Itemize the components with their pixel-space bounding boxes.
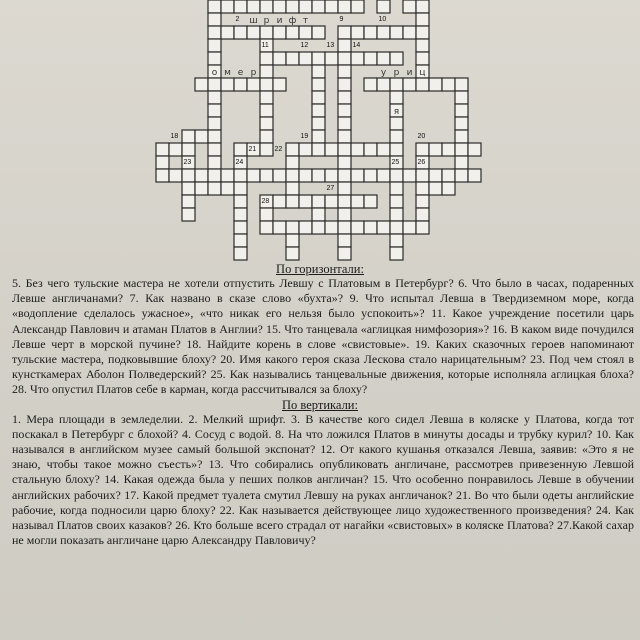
- handwritten-letter: ц: [419, 68, 426, 78]
- grid-cell[interactable]: [416, 143, 429, 156]
- grid-cell[interactable]: [364, 221, 377, 234]
- grid-cell[interactable]: [208, 104, 221, 117]
- grid-cell[interactable]: [234, 182, 247, 195]
- grid-cell[interactable]: [273, 0, 286, 13]
- grid-cell[interactable]: [273, 26, 286, 39]
- cell-number: 12: [300, 42, 309, 49]
- grid-cell[interactable]: [403, 169, 416, 182]
- grid-cell[interactable]: [390, 117, 403, 130]
- horizontal-heading: По горизонтали:: [276, 262, 364, 276]
- grid-cell[interactable]: [286, 221, 299, 234]
- handwritten-letter: и: [406, 68, 413, 78]
- grid-cell[interactable]: [208, 91, 221, 104]
- grid-cell[interactable]: [221, 182, 234, 195]
- grid-cell[interactable]: [260, 208, 273, 221]
- grid-cell[interactable]: [208, 78, 221, 91]
- grid-cell[interactable]: [286, 0, 299, 13]
- grid-cell[interactable]: [286, 247, 299, 260]
- grid-cell[interactable]: [351, 26, 364, 39]
- grid-cell[interactable]: [260, 0, 273, 13]
- grid-cell[interactable]: [260, 26, 273, 39]
- grid-cell[interactable]: [338, 169, 351, 182]
- handwritten-letter: е: [237, 68, 244, 78]
- grid-cell[interactable]: [208, 182, 221, 195]
- cell-number: 14: [352, 42, 361, 49]
- grid-cell[interactable]: [416, 195, 429, 208]
- grid-cell[interactable]: [286, 182, 299, 195]
- grid-cell[interactable]: [182, 195, 195, 208]
- grid-cell[interactable]: [338, 0, 351, 13]
- grid-cell[interactable]: [260, 117, 273, 130]
- grid-cell[interactable]: [416, 39, 429, 52]
- grid-cell[interactable]: [416, 26, 429, 39]
- grid-cell[interactable]: [338, 247, 351, 260]
- cell-number: 23: [183, 159, 192, 166]
- grid-cell[interactable]: [377, 0, 390, 13]
- grid-cell[interactable]: [338, 39, 351, 52]
- cell-number: 2: [235, 16, 240, 23]
- grid-cell[interactable]: [403, 26, 416, 39]
- grid-cell[interactable]: [221, 26, 234, 39]
- grid-cell[interactable]: [429, 78, 442, 91]
- grid-cell[interactable]: [234, 26, 247, 39]
- grid-cell[interactable]: [390, 130, 403, 143]
- grid-cell[interactable]: [221, 0, 234, 13]
- cell-number: 24: [235, 159, 244, 166]
- grid-cell[interactable]: [299, 52, 312, 65]
- grid-cell[interactable]: [312, 208, 325, 221]
- grid-cell[interactable]: [442, 169, 455, 182]
- handwritten-letter: ф: [288, 16, 297, 26]
- grid-cell[interactable]: [442, 182, 455, 195]
- grid-cell[interactable]: [455, 91, 468, 104]
- grid-cell[interactable]: [338, 26, 351, 39]
- grid-cell[interactable]: [364, 26, 377, 39]
- handwritten-letter: я: [393, 107, 400, 117]
- cell-number: 28: [261, 198, 270, 205]
- grid-cell[interactable]: [312, 65, 325, 78]
- horizontal-clues: 5. Без чего тульские мастера не хотели отпустить Левшу с Платовым в Петербург? 6. Что было в часах, подаренных Левше англичанами? 7. Как названо в сказе слово «бухта»? 9. Что испытал Левша в Твердиземном море, когда «водопление сделалось ужасное», «что никак его нельзя было успокоить»? 11. Какое учреждение посетили царь Александр Павлович и атаман Платов в Англии? 15. Что танцевала «аглицкая нимфозория»? 16. В каком виде почудился Левше черт в морской пучине? 18. Найдите корень в слове «свистовые». 19. Каких сказочных героев напоминают тульские мастера, подковывшие блоху? 20. Имя какого героя сказа Лескова стало нарицательным? 23. Под чем стоял в кунсткамерах Аболон Полведерский? 25. Как назывались танцевальные движения, которые исполняла аглицкая блоха? 28. Что опустил Платов себе в карман, когда рассчитывался за блоху?: [12, 276, 634, 397]
- grid-cell[interactable]: [390, 26, 403, 39]
- grid-cell[interactable]: [416, 13, 429, 26]
- grid-cell[interactable]: [273, 78, 286, 91]
- grid-cell[interactable]: [234, 78, 247, 91]
- grid-cell[interactable]: [286, 143, 299, 156]
- grid-cell[interactable]: [468, 169, 481, 182]
- grid-cell[interactable]: [195, 78, 208, 91]
- grid-cell[interactable]: [286, 234, 299, 247]
- grid-cell[interactable]: [182, 130, 195, 143]
- grid-cell[interactable]: [273, 195, 286, 208]
- grid-cell[interactable]: [429, 169, 442, 182]
- grid-cell[interactable]: [338, 221, 351, 234]
- grid-cell[interactable]: [377, 169, 390, 182]
- grid-cell[interactable]: [312, 0, 325, 13]
- grid-cell[interactable]: [455, 156, 468, 169]
- grid-cell[interactable]: [442, 78, 455, 91]
- grid-cell[interactable]: [182, 208, 195, 221]
- grid-cell[interactable]: [156, 169, 169, 182]
- grid-cell[interactable]: [234, 247, 247, 260]
- grid-cell[interactable]: [390, 234, 403, 247]
- grid-cell[interactable]: [195, 130, 208, 143]
- grid-cell[interactable]: [416, 78, 429, 91]
- grid-cell[interactable]: [390, 247, 403, 260]
- grid-cell[interactable]: [247, 0, 260, 13]
- grid-cell[interactable]: [208, 0, 221, 13]
- grid-cell[interactable]: [299, 26, 312, 39]
- grid-cell[interactable]: [299, 195, 312, 208]
- cell-number: 9: [339, 16, 344, 23]
- grid-cell[interactable]: [416, 208, 429, 221]
- grid-cell[interactable]: [338, 208, 351, 221]
- grid-cell[interactable]: [234, 221, 247, 234]
- grid-cell[interactable]: [468, 143, 481, 156]
- grid-cell[interactable]: [156, 143, 169, 156]
- grid-cell[interactable]: [338, 104, 351, 117]
- grid-cell[interactable]: [377, 78, 390, 91]
- grid-cell[interactable]: [390, 169, 403, 182]
- grid-cell[interactable]: [325, 143, 338, 156]
- grid-cell[interactable]: [312, 195, 325, 208]
- grid-cell[interactable]: [429, 182, 442, 195]
- grid-cell[interactable]: [455, 104, 468, 117]
- grid-cell[interactable]: [338, 182, 351, 195]
- grid-cell[interactable]: [351, 221, 364, 234]
- grid-cell[interactable]: [455, 78, 468, 91]
- grid-cell[interactable]: [247, 26, 260, 39]
- grid-cell[interactable]: [208, 117, 221, 130]
- grid-cell[interactable]: [182, 169, 195, 182]
- grid-cell[interactable]: [221, 169, 234, 182]
- grid-cell[interactable]: [338, 65, 351, 78]
- grid-cell[interactable]: [390, 208, 403, 221]
- grid-cell[interactable]: [377, 26, 390, 39]
- handwritten-letter: р: [393, 68, 400, 78]
- clues-section: [0, 262, 640, 640]
- grid-cell[interactable]: [286, 26, 299, 39]
- grid-cell[interactable]: [312, 104, 325, 117]
- grid-cell[interactable]: [325, 221, 338, 234]
- grid-cell[interactable]: [208, 156, 221, 169]
- grid-cell[interactable]: [455, 130, 468, 143]
- grid-cell[interactable]: [390, 221, 403, 234]
- grid-cell[interactable]: [260, 52, 273, 65]
- grid-cell[interactable]: [208, 39, 221, 52]
- grid-cell[interactable]: [286, 195, 299, 208]
- grid-cell[interactable]: [364, 195, 377, 208]
- handwritten-letter: ш: [249, 16, 258, 26]
- cell-number: 13: [326, 42, 335, 49]
- grid-cell[interactable]: [208, 169, 221, 182]
- grid-cell[interactable]: [390, 195, 403, 208]
- grid-cell[interactable]: [351, 52, 364, 65]
- grid-cell[interactable]: [338, 91, 351, 104]
- grid-cell[interactable]: [351, 0, 364, 13]
- handwritten-letter: т: [302, 16, 309, 26]
- grid-cell[interactable]: [286, 52, 299, 65]
- grid-cell[interactable]: [312, 26, 325, 39]
- cell-number: 21: [248, 146, 257, 153]
- grid-cell[interactable]: [390, 52, 403, 65]
- grid-cell[interactable]: [416, 0, 429, 13]
- grid-cell[interactable]: [208, 26, 221, 39]
- grid-cell[interactable]: [403, 78, 416, 91]
- grid-cell[interactable]: [234, 143, 247, 156]
- handwritten-letter: р: [250, 68, 257, 78]
- cell-number: 27: [326, 185, 335, 192]
- grid-cell[interactable]: [390, 182, 403, 195]
- grid-cell[interactable]: [351, 143, 364, 156]
- grid-cell[interactable]: [364, 52, 377, 65]
- grid-cell[interactable]: [377, 52, 390, 65]
- grid-cell[interactable]: [390, 78, 403, 91]
- grid-cell[interactable]: [234, 195, 247, 208]
- grid-cell[interactable]: [403, 0, 416, 13]
- grid-cell[interactable]: [455, 143, 468, 156]
- grid-cell[interactable]: [338, 130, 351, 143]
- grid-cell[interactable]: [390, 91, 403, 104]
- grid-cell[interactable]: [364, 143, 377, 156]
- cell-number: 20: [417, 133, 426, 140]
- cell-number: 10: [378, 16, 387, 23]
- grid-cell[interactable]: [325, 169, 338, 182]
- grid-cell[interactable]: [338, 143, 351, 156]
- grid-cell[interactable]: [169, 169, 182, 182]
- crossword-grid-svg: [0, 0, 640, 262]
- grid-cell[interactable]: [338, 234, 351, 247]
- cell-number: 22: [274, 146, 283, 153]
- grid-cell[interactable]: [299, 143, 312, 156]
- handwritten-letter: р: [263, 16, 270, 26]
- grid-cell[interactable]: [416, 182, 429, 195]
- grid-cell[interactable]: [273, 52, 286, 65]
- vertical-clues: 1. Мера площади в земледелии. 2. Мелкий шрифт. 3. В качестве кого сидел Левша в коляске у Платова, когда тот поскакал в Петербург с блохой? 4. Сосуд с водой. 8. На что ложился Платов в минуты досады и трубку курил? 10. Как назывался в английском музее самый большой экспонат? 12. От какого кушанья отказался Левша, заявив: «Это я не знаю, чтобы такое можно съесть»? 13. Что собирались опубликовать англичане, рассмотрев привезенную Левшой стальную блоху? 14. Какая одежда была у пеших полков англичан? 15. Что особенно понравилось Левше в обучении английских рабочих? 17. Какой предмет туалета смутил Левшу на руках англичанок? 21. Во что были одеты английские рабочие, когда подносили царю блоху? 22. Как называется действующее лицо художественного произведения? 24. Как называл Платов своих казаков? 26. Кто больше всего страдал от нагайки «свистовых» в коляске Платова? 27.Какой сахар не могли показать англичане царю Александру Павловичу?: [12, 411, 634, 548]
- grid-cell[interactable]: [299, 221, 312, 234]
- grid-cell[interactable]: [312, 52, 325, 65]
- grid-cell[interactable]: [182, 143, 195, 156]
- grid-cell[interactable]: [312, 117, 325, 130]
- grid-cell[interactable]: [260, 169, 273, 182]
- grid-cell[interactable]: [195, 182, 208, 195]
- grid-cell[interactable]: [325, 52, 338, 65]
- grid-cell[interactable]: [208, 130, 221, 143]
- grid-cell[interactable]: [156, 156, 169, 169]
- grid-cell[interactable]: [351, 195, 364, 208]
- grid-cell[interactable]: [208, 13, 221, 26]
- grid-cell[interactable]: [312, 143, 325, 156]
- grid-cell[interactable]: [234, 208, 247, 221]
- grid-cell[interactable]: [403, 221, 416, 234]
- grid-cell[interactable]: [377, 143, 390, 156]
- grid-cell[interactable]: [247, 78, 260, 91]
- grid-cell[interactable]: [273, 221, 286, 234]
- grid-cell[interactable]: [221, 78, 234, 91]
- grid-cell[interactable]: [390, 143, 403, 156]
- grid-cell[interactable]: [364, 78, 377, 91]
- grid-cell[interactable]: [416, 221, 429, 234]
- vertical-heading: По вертикали:: [282, 397, 358, 412]
- handwritten-letter: о: [211, 68, 218, 78]
- grid-cell[interactable]: [260, 221, 273, 234]
- grid-cell[interactable]: [338, 78, 351, 91]
- handwritten-letter: м: [224, 68, 231, 78]
- grid-cell[interactable]: [312, 169, 325, 182]
- grid-cell[interactable]: [169, 143, 182, 156]
- grid-cell[interactable]: [455, 169, 468, 182]
- cell-number: 18: [170, 133, 179, 140]
- grid-cell[interactable]: [260, 78, 273, 91]
- grid-cell[interactable]: [429, 143, 442, 156]
- grid-cell[interactable]: [312, 91, 325, 104]
- grid-cell[interactable]: [182, 182, 195, 195]
- grid-cell[interactable]: [208, 143, 221, 156]
- grid-cell[interactable]: [260, 104, 273, 117]
- grid-cell[interactable]: [416, 169, 429, 182]
- grid-cell[interactable]: [208, 52, 221, 65]
- grid-cell[interactable]: [195, 169, 208, 182]
- grid-cell[interactable]: [442, 143, 455, 156]
- cell-number: 19: [300, 133, 309, 140]
- cell-number: 26: [417, 159, 426, 166]
- handwritten-letter: и: [276, 16, 283, 26]
- grid-cell[interactable]: [247, 169, 260, 182]
- grid-cell[interactable]: [377, 221, 390, 234]
- grid-cell[interactable]: [455, 117, 468, 130]
- grid-cell[interactable]: [312, 78, 325, 91]
- grid-cell[interactable]: [234, 234, 247, 247]
- grid-cell[interactable]: [273, 169, 286, 182]
- grid-cell[interactable]: [338, 117, 351, 130]
- grid-cell[interactable]: [325, 0, 338, 13]
- grid-cell[interactable]: [338, 52, 351, 65]
- grid-cell[interactable]: [286, 156, 299, 169]
- grid-cell[interactable]: [312, 130, 325, 143]
- grid-cell[interactable]: [312, 221, 325, 234]
- grid-cell[interactable]: [325, 195, 338, 208]
- grid-cell[interactable]: [299, 0, 312, 13]
- cell-number: 25: [391, 159, 400, 166]
- grid-cell[interactable]: [234, 0, 247, 13]
- grid-cell[interactable]: [299, 169, 312, 182]
- grid-cell[interactable]: [260, 91, 273, 104]
- cell-number: 11: [261, 42, 269, 49]
- grid-cell[interactable]: [338, 195, 351, 208]
- grid-cell[interactable]: [260, 143, 273, 156]
- grid-cell[interactable]: [260, 130, 273, 143]
- grid-cell[interactable]: [260, 65, 273, 78]
- grid-cell[interactable]: [286, 169, 299, 182]
- grid-cell[interactable]: [416, 52, 429, 65]
- grid-cell[interactable]: [338, 156, 351, 169]
- grid-cell[interactable]: [364, 169, 377, 182]
- handwritten-letter: у: [380, 68, 387, 78]
- grid-cell[interactable]: [234, 169, 247, 182]
- grid-cell[interactable]: [351, 169, 364, 182]
- crossword-grid: [0, 0, 640, 262]
